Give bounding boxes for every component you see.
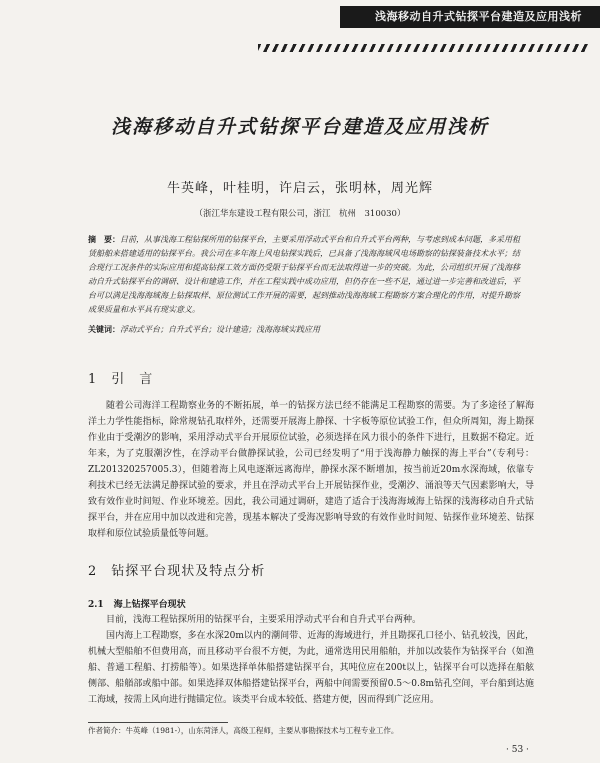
abstract-label: 摘 要： [88, 234, 120, 244]
section-2-title: 钻探平台现状及特点分析 [111, 564, 266, 579]
subsection-2-1-title: 海上钻探平台现状 [113, 600, 186, 610]
section-2-number: 2 [88, 564, 98, 579]
section-1-number: 1 [88, 372, 98, 387]
keywords-label: 关键词： [88, 324, 120, 334]
footnote-divider [88, 722, 228, 723]
section-2-heading [88, 560, 265, 579]
subsection-2-1-heading [88, 597, 186, 610]
subsection-2-1-number: 2.1 [88, 600, 104, 610]
paper-title: 浅海移动自升式钻探平台建造及应用浅析 [110, 116, 489, 138]
subsection-2-1-paragraph-2: 国内海上工程勘察，多在水深20m以内的潮间带、近海的海域进行，并且勘探孔口径小、钻孔较浅，因此，机械大型船舶不但费用高，而且移动平台很不方便，为此，通常选用民用船舶，并加以改装作为钻探平台（如渔船、普通工程船、打捞船等）。如果选择单体船搭建钻探平台，其吨位应在200t以上，钻探平台可以选择在船舷侧部、船艏部或船中部。如果选择双体船搭建钻探平台，两船中间需要预留0.5～0.8m钻孔空间，平台船到达施工海域，按需上风向进行抛锚定位。该类平台成本较低、搭建方便，因而得到广泛应用。 [88, 631, 534, 705]
page-number: · 53 · [506, 745, 529, 755]
author-footnote: 作者简介：牛英峰（1981-），山东菏泽人，高级工程师，主要从事勘探技术与工程专业工作。 [88, 726, 399, 735]
subsection-2-1-paragraph-1: 目前，浅海工程钻探所用的钻探平台，主要采用浮动式平台和自升式平台两种。 [106, 615, 422, 625]
abstract-text: 目前，从事浅海工程钻探所用的钻探平台，主要采用浮动式平台和自升式平台两种，与考虑到成本问题，多采用租赁船舶来搭建适用的钻探平台。我公司在多年海上风电钻探实践后，已具备了浅海海域风电场勘察的钻探装备技术水平；结合现行工况条件的实际应用和提高钻探工效方面仍受限于钻探平台而无法取得进一步的突破。为此，公司组织开展了浅海移动自升式钻探平台的调研、设计和建造工作，并在工程实践中成功应用，但仍存在一些不足，通过进一步完善和改进后，平台可以满足浅海海域海上钻探取样、原位测试工作开展的需要，起到推动浅海海域工程勘察方案合理化的作用，对提升勘察成果质量和水平具有现实意义。 [88, 235, 520, 314]
keywords [88, 322, 520, 337]
abstract [88, 232, 520, 317]
authors: 牛英峰，叶桂明，许启云，张明林，周光辉 [166, 181, 433, 196]
section-1-title: 引 言 [111, 372, 154, 387]
section-1-paragraph: 随着公司海洋工程勘察业务的不断拓展，单一的钻探方法已经不能满足工程勘察的需要。为了多途径了解海洋土力学性能指标，除常规钻孔取样外，还需要开展海上静探、十字板等原位试验工作，但众所周知，海上勘探作业由于受潮汐的影响，采用浮动式平台开展原位试验，必须选择在风力很小的条件下进行，且数据不稳定。近年来，为了克服潮汐性，在浮动平台做静探试验，公司已经发明了“用于浅海静力触探的海上平台”（专利号：ZL201320257005.3），但随着海上风电逐渐远离海岸，静探水深不断增加，按当前近20m水深海域，依靠专利技术已经无法满足静探试验的要求，并且在浮动式平台上开展钻探作业，受潮汐、涌浪等天气因素影响大，导致有效作业时间短、作业环境差。因此，我公司通过调研，建造了适合于浅海海域海上钻探的浅海移动自升式钻探平台，并在应用中加以改进和完善，现基本解决了受海况影响导致的有效作业时间短、钻探作业环境差、钻探取样和原位试验质量低等问题。 [88, 401, 534, 539]
keywords-text: 浮动式平台；自升式平台；设计建造；浅海海域实践应用 [120, 325, 320, 334]
decorative-hatch-rule [258, 44, 590, 52]
section-1-heading [88, 368, 153, 387]
affiliation: （浙江华东建设工程有限公司，浙江 杭州 310030） [194, 209, 406, 219]
running-head: 浅海移动自升式钻探平台建造及应用浅析 [340, 6, 600, 28]
